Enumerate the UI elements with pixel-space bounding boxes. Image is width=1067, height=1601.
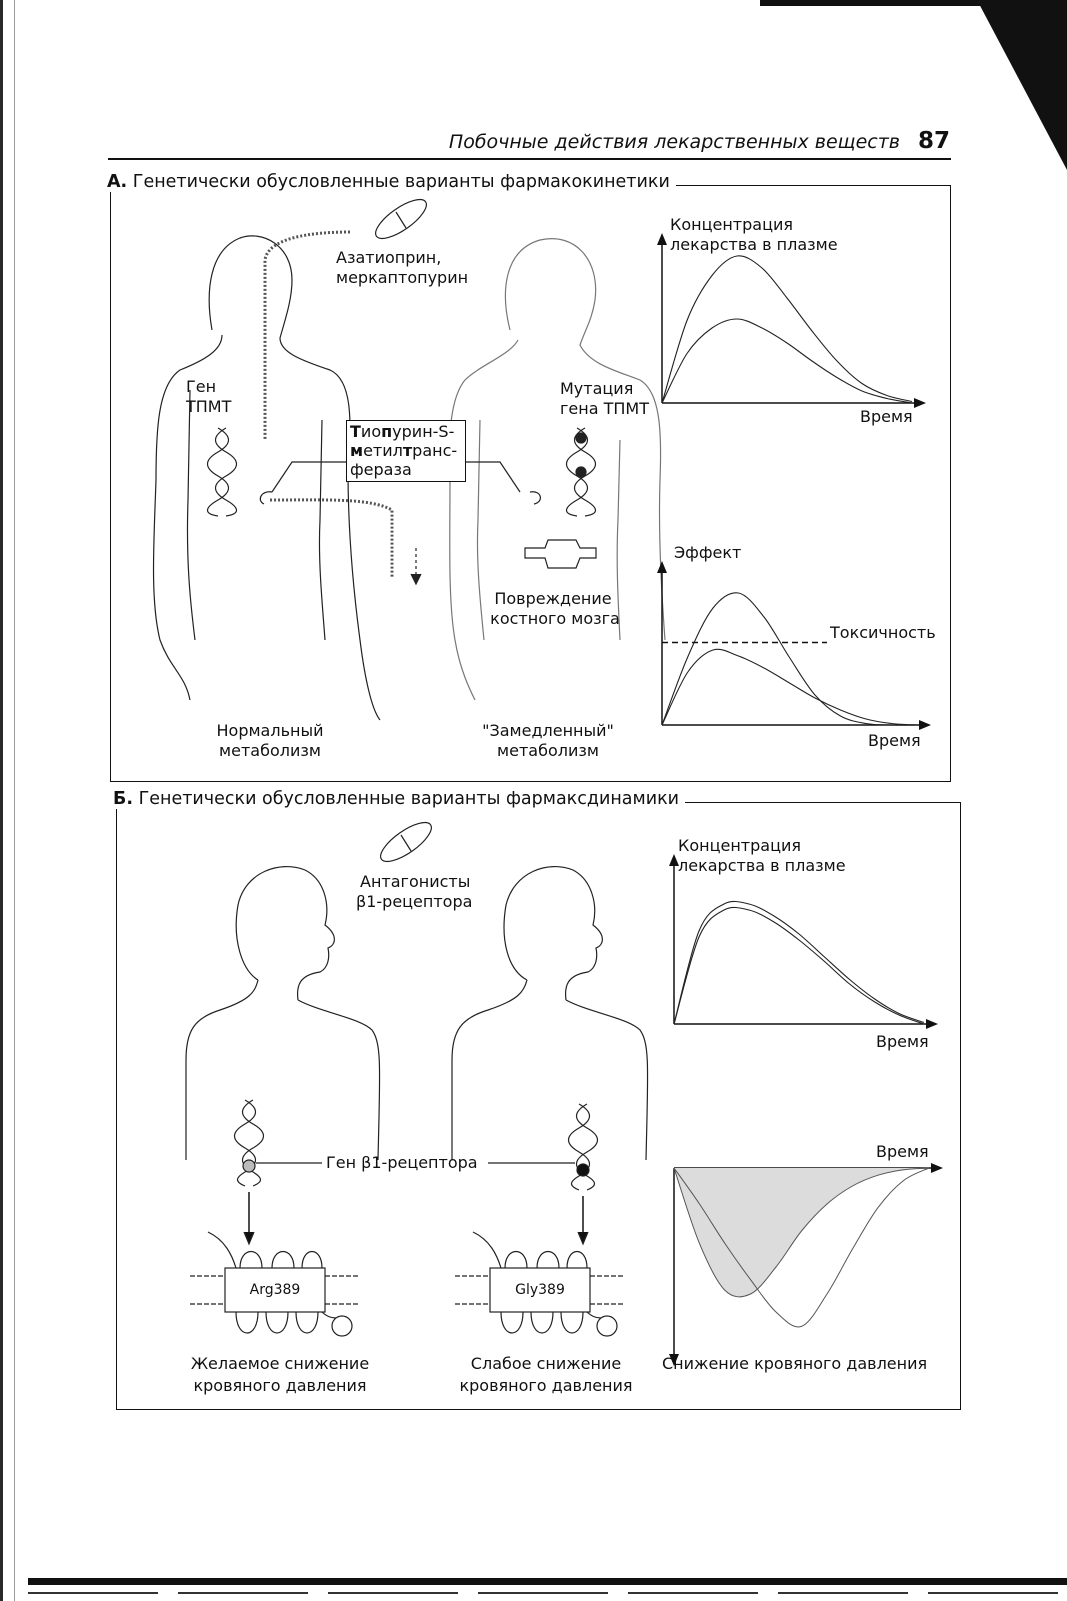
chart-3-xlabel: Время bbox=[876, 1142, 929, 1161]
dna-helix-beta-left bbox=[235, 1100, 264, 1186]
scan-bottom-rule bbox=[28, 1592, 1067, 1594]
beta-gene-label: Ген β1-рецептора bbox=[326, 1153, 478, 1172]
chart-2-x-arrow bbox=[926, 1019, 938, 1029]
scan-bottom-edge bbox=[28, 1578, 1067, 1585]
chart-0-xlabel: Время bbox=[860, 407, 913, 426]
chart-1-threshold-label: Токсичность bbox=[830, 623, 936, 642]
enzyme-line-1: Тиопурин-S- bbox=[350, 422, 455, 441]
chart-0-series-0 bbox=[662, 256, 912, 403]
chart-2-ylabel-1: Концентрация bbox=[678, 836, 801, 855]
normal-metabolism-label-2: метаболизм bbox=[219, 741, 321, 760]
page-title: Побочные действия лекарственных веществ bbox=[448, 131, 900, 153]
body-outline-slow bbox=[449, 239, 665, 700]
gene-tpmt-label-1: Ген bbox=[186, 377, 217, 396]
mutation-label-1: Мутация bbox=[560, 379, 634, 398]
expression-arrowhead-left bbox=[244, 1232, 254, 1244]
chart-0-y-arrow bbox=[657, 233, 667, 245]
chart-effect-a bbox=[650, 543, 950, 753]
enzyme-hook-right bbox=[530, 492, 540, 504]
enzyme-box bbox=[346, 420, 466, 482]
chart-1-series-1 bbox=[662, 649, 917, 725]
chart-1-y-arrow bbox=[657, 561, 667, 573]
damage-label-1: Повреждение bbox=[494, 589, 612, 608]
dna-helix-mutant bbox=[567, 428, 596, 516]
gene-tpmt-label-2: ТПМТ bbox=[186, 397, 232, 416]
chart-2-ylabel-2: лекарства в плазме bbox=[678, 856, 846, 875]
enzyme-line-2: метилтранс- bbox=[350, 441, 458, 460]
chart-1-series-0 bbox=[662, 593, 917, 725]
gly389-label: Gly389 bbox=[515, 1282, 565, 1298]
arg389-label: Arg389 bbox=[249, 1282, 301, 1298]
enzyme-line-3: фераза bbox=[350, 460, 412, 479]
profile-left bbox=[186, 867, 380, 1160]
page-number: 87 bbox=[917, 128, 950, 154]
drug-path-out bbox=[270, 500, 392, 578]
tablet-icon-a bbox=[370, 193, 432, 245]
panel-b-title-text: Генетически обусловленные варианты фармаксдинамики bbox=[138, 789, 680, 809]
chart-3-x-arrow bbox=[931, 1163, 943, 1173]
chart-2-xlabel: Время bbox=[876, 1032, 929, 1051]
weak-drop-label-2: кровяного давления bbox=[459, 1376, 633, 1395]
panel-b-letter: Б. bbox=[113, 789, 133, 809]
chart-1-xlabel: Время bbox=[868, 731, 921, 750]
chart-2-series-0 bbox=[674, 901, 924, 1024]
desired-drop-label-2: кровяного давления bbox=[193, 1376, 367, 1395]
drug-label-b-1: Антагонисты bbox=[360, 872, 471, 891]
drug-label-a-1: Азатиоприн, bbox=[336, 248, 442, 267]
excretion-arrowhead bbox=[411, 574, 421, 584]
dna-helix-normal bbox=[208, 428, 237, 516]
drug-label-b-2: β1-рецептора bbox=[356, 892, 473, 911]
enzyme-connector-left bbox=[272, 462, 346, 492]
weak-drop-label-1: Слабое снижение bbox=[470, 1354, 622, 1373]
panel-a-title-text: Генетически обусловленные варианты фармакокинетики bbox=[132, 172, 670, 192]
chart-3-shade bbox=[674, 1168, 929, 1297]
bone-marrow-icon bbox=[525, 540, 596, 568]
chart-0-ylabel-1: Концентрация bbox=[670, 215, 793, 234]
mutation-label-2: гена ТПМТ bbox=[560, 399, 649, 418]
damage-label-2: костного мозга bbox=[490, 609, 620, 628]
tablet-icon-b bbox=[375, 816, 437, 868]
profile-right bbox=[452, 867, 648, 1160]
expression-arrowhead-right bbox=[578, 1232, 588, 1244]
enzyme-hook-left bbox=[260, 492, 272, 504]
chart-1-ylabel: Эффект bbox=[674, 543, 742, 562]
normal-metabolism-label-1: Нормальный bbox=[216, 721, 324, 740]
chart-1-svg bbox=[650, 543, 950, 753]
enzyme-connector-right bbox=[466, 462, 520, 492]
desired-drop-label-1: Желаемое снижение bbox=[190, 1354, 370, 1373]
chart-plasma-concentration-a bbox=[650, 215, 930, 425]
dna-helix-beta-right bbox=[569, 1104, 598, 1190]
slow-metabolism-label-1: "Замедленный" bbox=[482, 721, 614, 740]
panel-a-letter: А. bbox=[107, 172, 128, 192]
drug-label-a-2: меркаптопурин bbox=[336, 268, 469, 287]
chart-1-x-arrow bbox=[919, 720, 931, 730]
chart-plasma-concentration-b bbox=[660, 836, 940, 1052]
chart-0-x-arrow bbox=[914, 398, 926, 408]
chart-bp-reduction-b bbox=[660, 1140, 950, 1376]
chart-0-ylabel-2: лекарства в плазме bbox=[670, 235, 838, 254]
slow-metabolism-label-2: метаболизм bbox=[497, 741, 599, 760]
chart-3-svg bbox=[660, 1140, 950, 1376]
chart-3-ylabel: Снижение кровяного давления bbox=[662, 1354, 928, 1373]
